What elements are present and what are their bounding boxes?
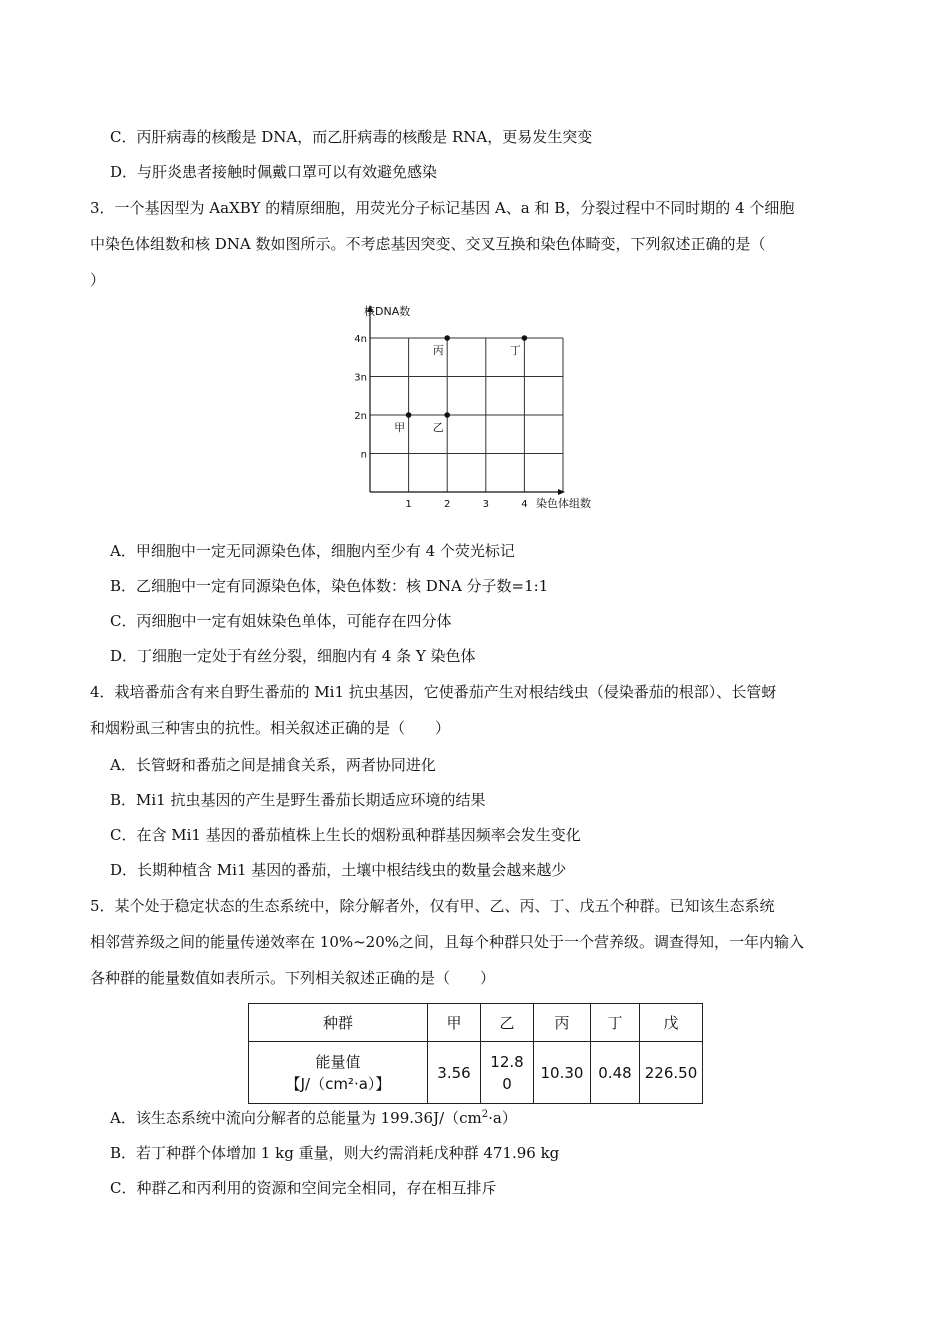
q3-option-a: A．甲细胞中一定无同源染色体，细胞内至少有 4 个荧光标记 [110, 542, 515, 560]
chart-x-axis-label: 染色体组数 [536, 497, 591, 510]
table-row-label [249, 1042, 428, 1104]
table-cell-line2: 0 [502, 1074, 512, 1093]
q5-option-a-text: A．该生态系统中流向分解者的总能量为 199.36J/（cm [110, 1109, 482, 1127]
x-tick-label: 3 [482, 499, 489, 510]
q5-stem-line2: 相邻营养级之间的能量传递效率在 10%~20%之间，且每个种群只处于一个营养级。调查得知，一年内输入 [90, 933, 805, 951]
q3-stem-line2: 中染色体组数和核 DNA 数如图所示。不考虑基因突变、交叉互换和染色体畸变，下列叙述正确的是（ [90, 235, 766, 253]
table-header-cell: 甲 [428, 1004, 481, 1042]
chart-point [522, 335, 528, 341]
chart-point-label: 丁 [509, 344, 521, 357]
table-header-cell: 丙 [534, 1004, 591, 1042]
chart-point-label: 丙 [432, 344, 444, 357]
table-cell: 0.48 [591, 1042, 640, 1104]
q3-stem-line3: ） [90, 271, 106, 289]
chart-point [406, 412, 412, 418]
chart-points [394, 335, 527, 434]
chart-axes [367, 305, 565, 495]
table-header-cell: 戊 [640, 1004, 703, 1042]
q5-option-a [110, 1108, 517, 1128]
table-cell: 3.56 [428, 1042, 481, 1104]
q4-option-d: D．长期种植含 Mi1 基因的番茄，土壤中根结线虫的数量会越来越少 [110, 861, 567, 879]
q3-option-b: B．乙细胞中一定有同源染色体，染色体数：核 DNA 分子数=1:1 [110, 577, 549, 595]
table-cell: 10.30 [534, 1042, 591, 1104]
chart-point [444, 335, 450, 341]
table-header-cell: 种群 [249, 1004, 428, 1042]
dna-chromosome-chart [340, 296, 610, 518]
row-label-line2: 【J/（cm²·a）】 [285, 1074, 391, 1093]
q2-option-c: C．丙肝病毒的核酸是 DNA，而乙肝病毒的核酸是 RNA，更易发生突变 [110, 128, 593, 146]
table-header-cell: 丁 [591, 1004, 640, 1042]
q4-stem-line2: 和烟粉虱三种害虫的抗性。相关叙述正确的是（ ） [90, 719, 451, 737]
q5-option-a-tail: ·a） [488, 1109, 517, 1127]
q4-option-c: C．在含 Mi1 基因的番茄植株上生长的烟粉虱种群基因频率会发生变化 [110, 826, 581, 844]
chart-grid [370, 338, 563, 492]
y-tick-label: 2n [354, 411, 367, 422]
table-row [249, 1042, 703, 1104]
q3-option-d: D．丁细胞一定处于有丝分裂，细胞内有 4 条 Y 染色体 [110, 647, 476, 665]
x-axis-arrow-icon [558, 489, 565, 495]
q5-option-c: C．种群乙和丙利用的资源和空间完全相同，存在相互排斥 [110, 1179, 497, 1197]
q4-stem-line1: 4．栽培番茄含有来自野生番茄的 Mi1 抗虫基因，它使番茄产生对根结线虫（侵染番茄的根部）、长管蚜 [90, 683, 777, 701]
chart-y-axis-label: 核DNA数 [364, 305, 411, 318]
chart-point [444, 412, 450, 418]
q5-option-b: B．若丁种群个体增加 1 kg 重量，则大约需消耗戊种群 471.96 kg [110, 1144, 560, 1162]
q3-option-c: C．丙细胞中一定有姐妹染色单体，可能存在四分体 [110, 612, 452, 630]
energy-table [248, 1003, 703, 1104]
x-tick-label: 1 [405, 499, 412, 510]
q3-stem-line1: 3．一个基因型为 AaXBY 的精原细胞，用荧光分子标记基因 A、a 和 B，分裂过程中不同时期的 4 个细胞 [90, 199, 795, 217]
table-cell-line1: 12.8 [490, 1052, 524, 1071]
q4-option-a: A．长管蚜和番茄之间是捕食关系，两者协同进化 [110, 756, 436, 774]
x-tick-label: 4 [521, 499, 528, 510]
table-header-cell: 乙 [481, 1004, 534, 1042]
q5-option-a-superscript: 2 [481, 1109, 489, 1120]
table-header-row [249, 1004, 703, 1042]
x-tick-label: 2 [444, 499, 451, 510]
q5-stem-line3: 各种群的能量数值如表所示。下列相关叙述正确的是（ ） [90, 969, 496, 987]
chart-point-label: 甲 [394, 421, 406, 434]
q2-option-d: D．与肝炎患者接触时佩戴口罩可以有效避免感染 [110, 163, 438, 181]
table-cell [481, 1042, 534, 1104]
y-tick-label: n [360, 449, 367, 461]
row-label-line1: 能量值 [315, 1052, 361, 1071]
chart-point-label: 乙 [432, 421, 444, 434]
y-tick-label: 3n [354, 372, 367, 384]
q4-option-b: B．Mi1 抗虫基因的产生是野生番茄长期适应环境的结果 [110, 791, 486, 809]
table-cell: 226.50 [640, 1042, 703, 1104]
q5-stem-line1: 5．某个处于稳定状态的生态系统中，除分解者外，仅有甲、乙、丙、丁、戊五个种群。已知该生态系统 [90, 897, 775, 915]
y-tick-label: 4n [354, 334, 367, 345]
